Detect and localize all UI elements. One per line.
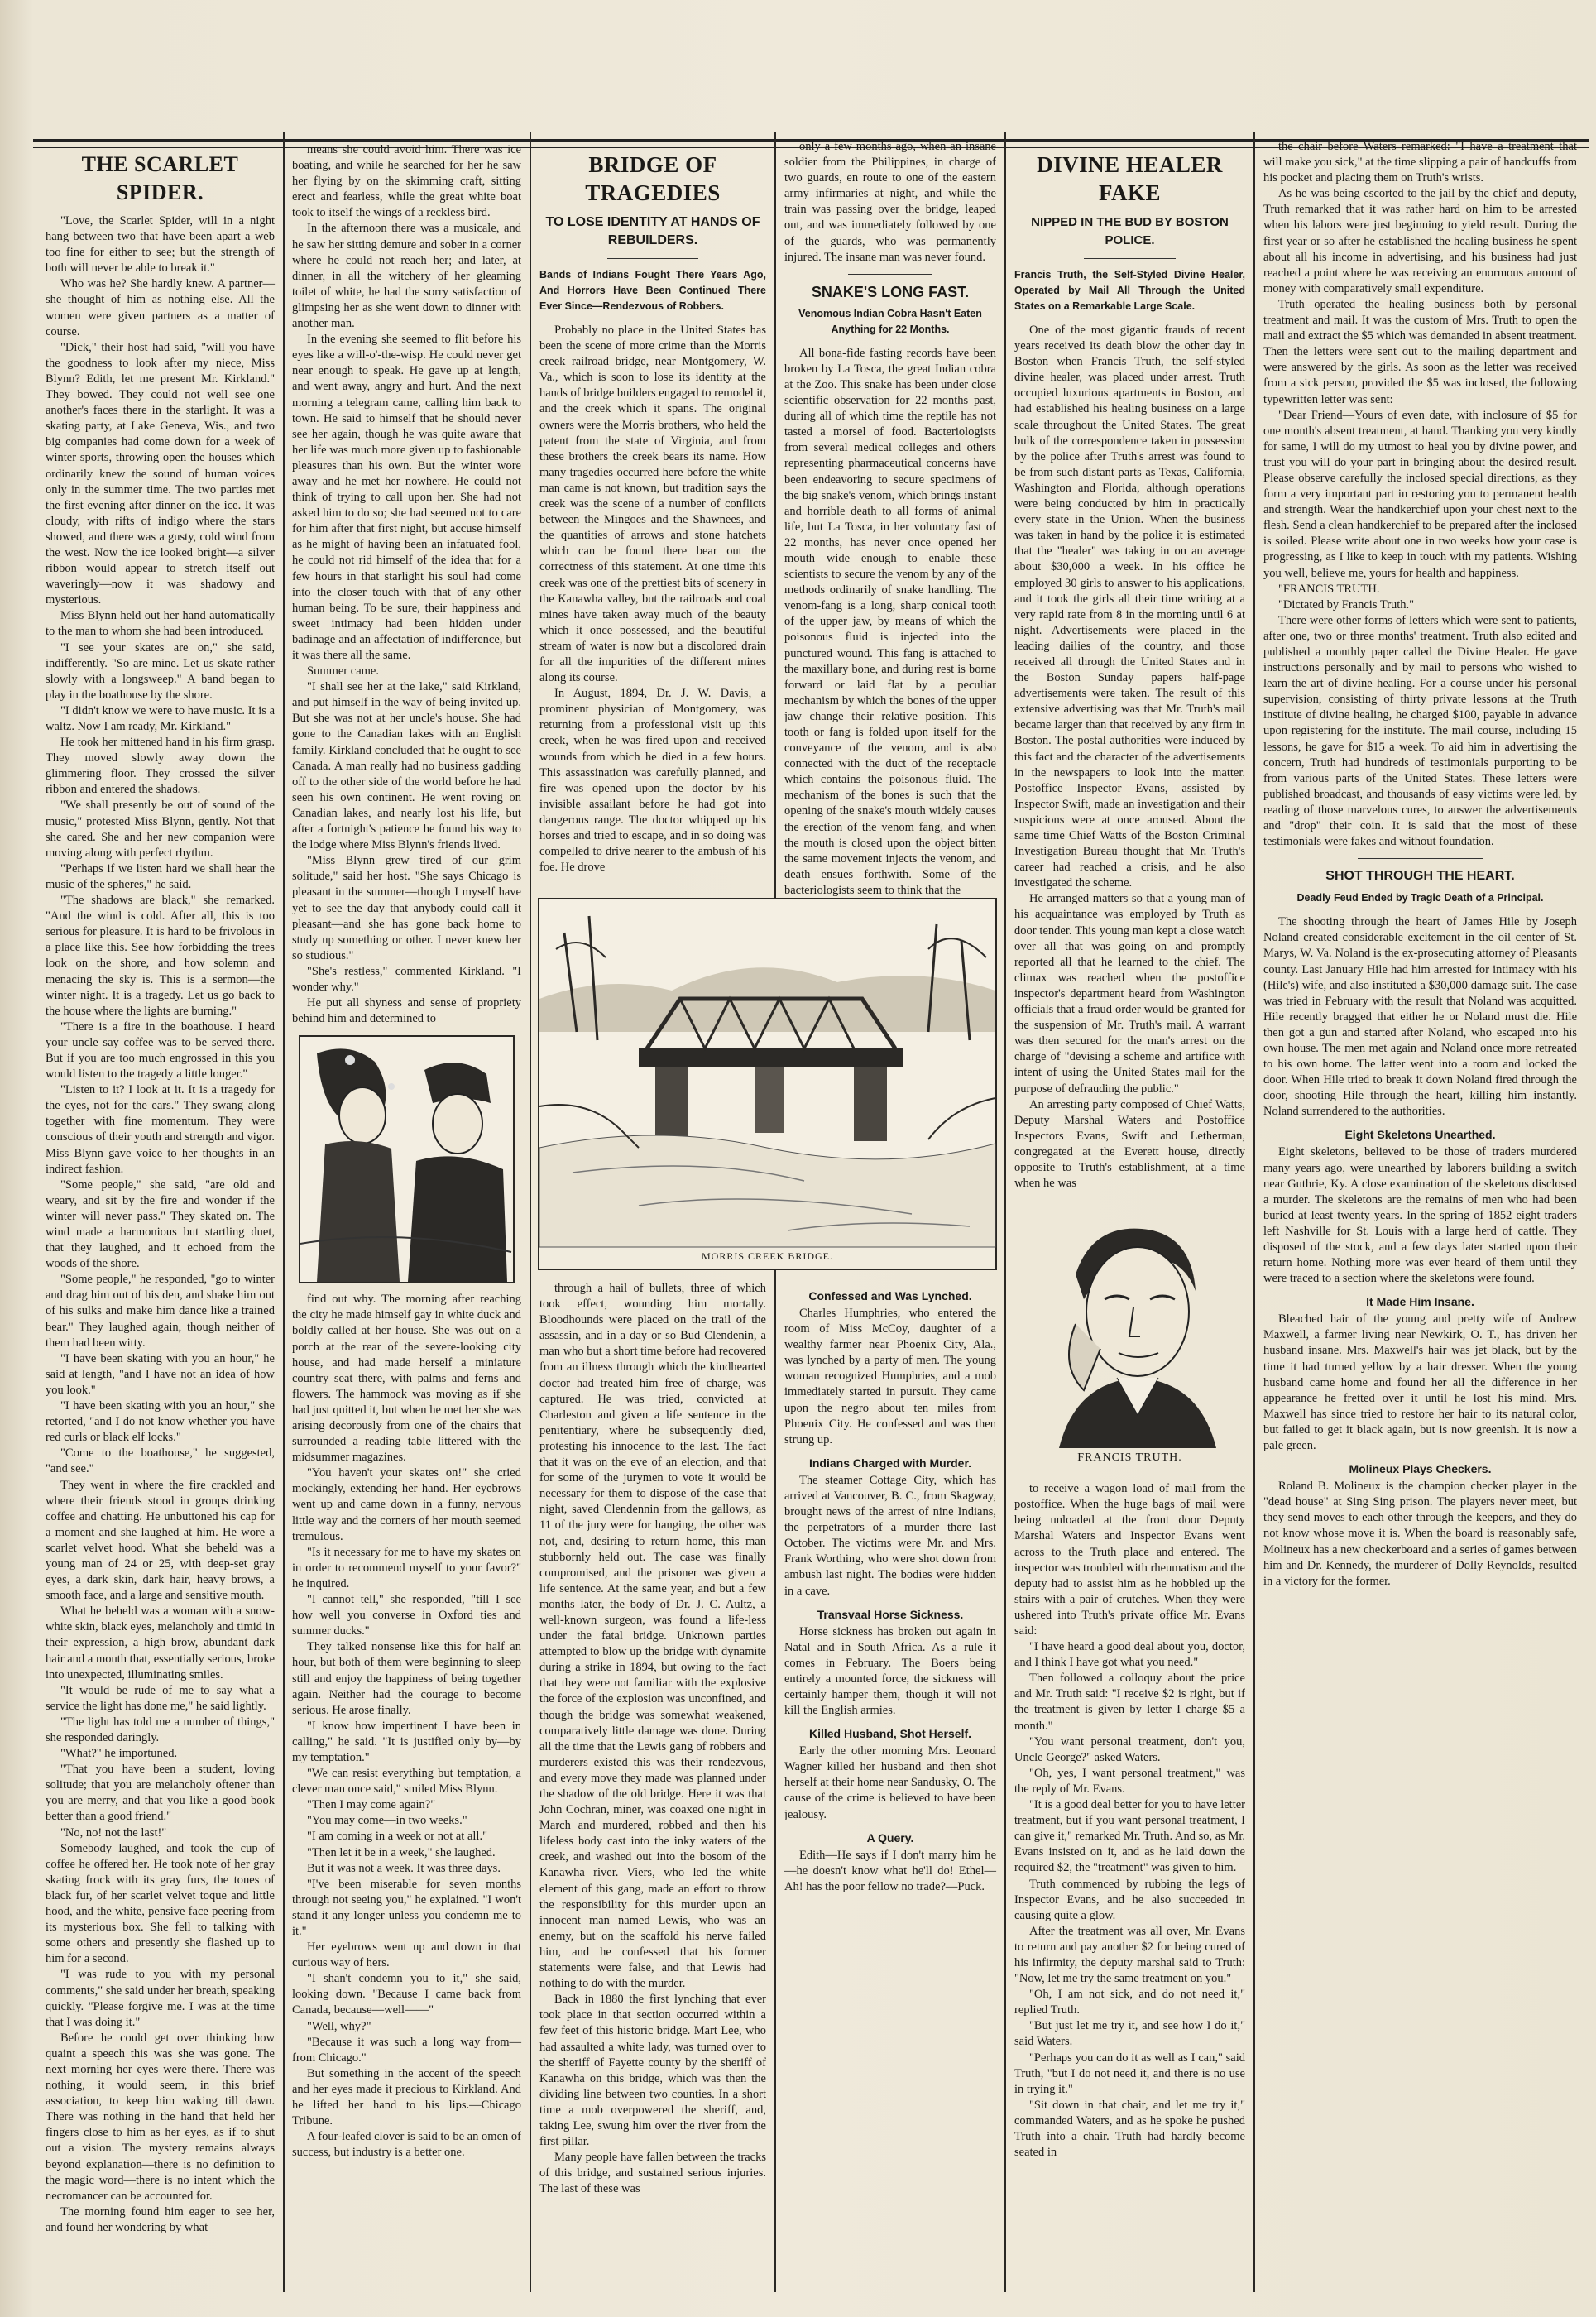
article-paragraph: means she could avoid him. There was ice boating, and while he searched for her he saw her flying by on the skimming craft, sitting erect and fearless, while the great white boat took to itself the wings of a reckless bird.	[292, 143, 521, 220]
shot-deck: Deadly Feud Ended by Tragic Death of a Principal.	[1296, 892, 1544, 904]
insane-text: Bleached hair of the young and pretty wife of Andrew Maxwell, a farmer living near Newkirk, O. T., has driven her husband insane. Mrs. Maxwell's hair was jet black, but by the time it had turned yellow by a hair dresser. When the young husband came home and found her all the difference in her appearance he fretted over it until he lost his mind. Mrs. Maxwell has since tried to restore her hair to its natural color, but failed to get it black again, but is now greenish. It is now a pale green.	[1263, 1312, 1577, 1453]
article-paragraph: "Then I may come again?"	[307, 1798, 436, 1812]
article-paragraph: "I see your skates are on," she said, indifferently. "So are mine. Let us skate rather slowly with a longsweep." A band began to play in the boathouse by the shore.	[46, 640, 275, 702]
morris-creek-bridge-illustration	[538, 898, 997, 1270]
article-paragraph: All bona-fide fasting records have been broken by La Tosca, the great Indian cobra at the Zoo. This snake has been under close scientific observation for 22 months past, during all of which time the reptile has not tasted a morsel of food. Bacteriologists from several medical colleges and others representing pharmaceutical concerns have been endeavoring to secure specimens of the big snake's venom, which brings instant and horrible death to all forms of animal life, but La Tosca, in her voluntary fast of 22 months, has never once opened her mouth wide enough to enable these scientists to secure the venom by any of the methods ordinarily of snake handling. The venom-fang is a long, sharp conical tooth of the upper jaw, by means of which the poisonous fluid is injected into the punctured wound. This fang is attached to the maxillary bone, and during rest is borne forward or laid flat by a peculiar mechanism by which the bones of the upper jaw change their relative position. This tooth or fang is folded upon itself for the conveyance of the venom, and is also connected with the duct of the receptacle which contains the poisonous fluid. The mechanism of the bones is such that the opening of the snake's mouth widely causes the erection of the venom fang, and when the mouth is closed upon the object bitten the same movement injects the venom, and death ensues forthwith. Some of the bacteriologists seem to think that the	[784, 346, 996, 897]
separator	[1358, 858, 1483, 859]
article-paragraph: "The shadows are black," she remarked. "And the wind is cold. After all, this is too serious for pleasure. It is hard to be frivolous in a place like this. See how forbidding the trees look on the shore, and how solemn and menacing the sky is. This is a sermon—the winter night. It is a tragedy. Let us go back to the house where the lights are burning."	[46, 894, 275, 1018]
article-paragraph: "What?" he importuned.	[60, 1747, 178, 1761]
article-paragraph: Many people have fallen between the tracks of this bridge, and sustained serious injuries. The last of these was	[539, 2151, 766, 2196]
article-paragraph: "There is a fire in the boathouse. I heard your uncle say coffee was to be served there. But if you are too much engrossed in this you would listen to the tragedy a little longer."	[46, 1019, 275, 1082]
article-paragraph: A four-leafed clover is said to be an omen of success, but industry is a better one.	[292, 2130, 521, 2160]
article-paragraph: "You haven't your skates on!" she cried mockingly, extending her hand. Her eyebrows went up and came down in a funny, nervous little way and the corners of her mouth seemed tremulous.	[292, 1466, 521, 1543]
article-paragraph: There were other forms of letters which were sent to patients, after one, two or three months' treatment. Truth also edited and published a monthly paper called the Divine Healer. He gave instructions personally and by mail to persons who wished to learn the art of divine healing. For a course under his personal supervision, consisting of thirty private lessons at the Truth institute of divine healing, he charged $100, payable in advance upon registering for the institute. The mail course, including 15 lessons, he gave for $15 a week. To aid him in advertising the concern, Truth had hundreds of testimonials purporting to be from various parts of the United States. These letters were published broadcast, and thousands of easy victims were led, by reading of those marvelous cures, to answer the advertisements and "drop" their coin. It is said that the most of these testimonials were fakes and without foundation.	[1263, 613, 1577, 849]
article-paragraph: "Perhaps you can do it as well as I can," said Truth, "but I do not need it, and there is no use in trying it."	[1014, 2051, 1245, 2096]
snake-deck: Venomous Indian Cobra Hasn't Eaten Anything for 22 Months.	[798, 307, 982, 335]
article-paragraph: "I have been skating with you an hour," she retorted, "and I do not know whether you have red curls or black elf locks."	[46, 1399, 275, 1445]
article-paragraph: through a hail of bullets, three of which took effect, wounding him mortally. Bloodhounds were placed on the trail of the assassin, and in a day or so Bud Clendenin, a man who but a short time before had recovered from an illness through which the kindhearted doctor had treated him free of charge, was captured. He was tried, convicted at Charleston and given a life sentence in the penitentiary, where he subsequently died, protesting his innocence to the last. The fact that it was on the eve of an election, and that for some of the jurymen to vote it would be necessary for them to dispose of the case that night, saved Clendennin from the gallows, as 11 of the jury were for hanging, the other was not, and, desiring to return home, this man stubbornly held out. The case was finally compromised, and the prisoner was given a life sentence. At the same year, and but a few months later, the body of Dr. J. C. Aultz, a well-known surgeon, was found a life-less under the fatal bridge. Unknown parties attempted to blow up the bridge with dynamite during a strike in 1894, but owing to the fact that they were not familiar with the explosive the force of the explosion was unconfined, and though the bridge was somewhat weakened, comparatively little damage was done. During all the time that the Lewis gang of robbers and murderers existed this was their rendezvous, and every move they made was planned under the shadow of the old bridge. Here it was that John Cochran, miner, was coaxed one night in March and murdered, robbed and then his lifeless body cast into the inky waters of the creek, and washed out into the bosom of the Kanawha river. Viers, who led the white element of this gang, made an effort to throw the responsibility for this murder upon an innocent man named Lewis, who was an enemy, but on the scaffold his nerve failed him, and he confessed that his former statements were false, and that Lewis had nothing to do with the murder.	[539, 1282, 766, 1991]
column-snake-cont	[776, 1281, 1004, 2291]
indians-headline: Indians Charged with Murder.	[808, 1456, 972, 1470]
article-paragraph: "You want personal treatment, don't you, Uncle George?" asked Waters.	[1014, 1734, 1245, 1764]
article-paragraph: "Miss Blynn grew tired of our grim solitude," said her host. "She says Chicago is pleasant in the summer—though I myself have yet to see the day that anybody could call it pleasant—and she has gone back home to study up something or other. I never knew her so studious."	[292, 854, 521, 962]
article-paragraph: One of the most gigantic frauds of recent years received its death blow the other day in Boston when Francis Truth, the self-styled divine healer, was placed under arrest. Truth occupied luxurious apartments in Boston, and had established his healing business on a large scale throughout the United States. The great bulk of the correspondence taken in possession by the police after Truth's arrest was found to be from such distant parts as Texas, California, Washington and Florida, although operations were being conducted by him in practically every state in the Union. When the business was taken in hand by the police it is estimated that the "healer" was taking in on an average about $30,000 a week. In his office he employed 30 girls to answer to his applications, and it took the girls all their time writing at a very rapid rate from 8 in the morning until 6 at night. Advertisements were placed in the leading dailies of the country, and those received all through the United States and in the Boston Sunday papers half-page advertisements were taken. The result of this extensive advertising was that Mr. Truth's mail became larger than that received by any firm in Boston. The postal authorities were induced by this fact and the character of the advertisements in the newspapers to look into the matter. Postoffice Inspector Evans, assisted by Inspector Swift, made an investigation and their suspicions were at once aroused. About the same time Chief Watts of the Boston Criminal Investigation Bureau thought that Mr. Truth's career had reached a crisis, and he also investigated the scheme.	[1014, 324, 1245, 890]
separator	[607, 258, 698, 259]
article-paragraph: "I know how impertinent I have been in calling," he said. "It is justified only by—by my temptation."	[292, 1719, 521, 1764]
article-paragraph: "FRANCIS TRUTH.	[1278, 582, 1380, 596]
article-paragraph: "I am coming in a week or not at all."	[307, 1830, 487, 1844]
column-scarlet-spider-cont	[284, 142, 530, 2294]
article-paragraph: In August, 1894, Dr. J. W. Davis, a prominent physician of Montgomery, was returning from a professional visit up this creek, when he was fired upon and received wounds from which he died in a few hours. This assassination was carefully planned, and fire was opened upon the doctor by his invisible assailant before he had got into dangerous range. The doctor whipped up his horses and tried to escape, and in so doing was compelled to drive nearer to the ambush of his foe. He drove	[539, 687, 766, 875]
article-paragraph: Miss Blynn held out her hand automatically to the man to whom she had been introduced.	[46, 609, 275, 639]
article-paragraph: He put all shyness and sense of propriety behind him and determined to	[292, 996, 521, 1026]
healer-subhead: NIPPED IN THE BUD BY BOSTON POLICE.	[1031, 215, 1229, 247]
article-paragraph: "We can resist everything but temptation, a clever man once said," smiled Miss Blynn.	[292, 1767, 521, 1797]
article-paragraph: Summer came.	[307, 664, 379, 679]
bridge-deck: Bands of Indians Fought There Years Ago, And Horrors Have Been Continued There Ever Since—Rendezvous of Robbers.	[539, 269, 766, 312]
skeletons-text: Eight skeletons, believed to be those of traders murdered many years ago, were unearthed by laborers building a switch near Guthrie, Ky. A close examination of the skeletons disclosed a murder. The skeletons are the remains of men who had been buried at least twenty years. In the spring of 1852 eight traders left Nashville for St. Louis with a large herd of cattle. They disposed of the stock, and a few days later started upon their return home. Nothing more was ever heard of them until they were traced to a section where the skeletons were found.	[1263, 1145, 1577, 1286]
bridge-body	[539, 323, 766, 875]
killed-husband-text: Early the other morning Mrs. Leonard Wagner killed her husband and then shot herself at their home near Sandusky, O. The cause of the crime is believed to have been jealousy.	[784, 1744, 996, 1821]
article-paragraph: Before he could get over thinking how quaint a speech this was she was gone. The next morning her eyes were there. There was nothing, it would seem, in this brief association, to keep him waking till dawn. There was nothing in the hand that held her fingers close to him as her eyes, as if to shut out a vision. The mystery remains always beyond explanation—there is no definition to the magic word—there is no intent which the necromancer can be accounted for.	[46, 2031, 275, 2203]
article-paragraph: The morning found him eager to see her, and found her wondering by what	[46, 2204, 275, 2234]
article-paragraph: "Perhaps if we listen hard we shall hear the music of the spheres," he said.	[46, 861, 275, 891]
scarlet-spider-body-cont	[292, 142, 521, 1027]
article-paragraph: "Come to the boathouse," he suggested, "and see."	[46, 1446, 275, 1476]
healer-body	[1014, 323, 1245, 1192]
article-paragraph: In the afternoon there was a musicale, and he saw her sitting demure and sober in a corner where he could not reach her; and later, at dinner, in all the witchery of her gleaming toilet of white, he had the sorry satisfaction of glimpsing her as she went down to dinner with another man.	[292, 222, 521, 331]
article-paragraph: As he was being escorted to the jail by the chief and deputy, Truth remarked that it was rather hard on him to be arrested when his labors were just beginning to yield result. During the first year or so after he established the healing business he spent about all his income in advertising, and his business had just reached a point where he was receiving an enormous amount of money with comparatively small expenditure.	[1263, 187, 1577, 295]
shot-headline: SHOT THROUGH THE HEART.	[1325, 869, 1515, 884]
article-paragraph: "Because it was such a long way from—from Chicago."	[292, 2035, 521, 2065]
article-paragraph: Who was he? She hardly knew. A partner—she thought of him as nothing else. All the women were given partners as a matter of course.	[46, 277, 275, 338]
column-bridge-tragedies	[531, 139, 774, 1016]
article-paragraph: He arranged matters so that a young man of his acquaintance was employed by Truth as door tender. This young man kept a close watch over all that was going on and promptly reported all that he learned to the chief. The climax was reached when the postoffice inspector's department heard from Washington officials that a fraud order would be granted for the suspension of Mr. Truth's mail. A warrant was then secured for the man's arrest on the charge of "devising a scheme and artifice with intent of using the United States mail for the purpose of defrauding the public."	[1014, 892, 1245, 1096]
article-paragraph: "But just let me try it, and see how I do it," said Waters.	[1014, 2019, 1245, 2049]
healer-headline: DIVINE HEALER FAKE	[1037, 152, 1223, 205]
article-paragraph: In the evening she seemed to flit before his eyes like a will-o'-the-wisp. He could never get near enough to speak. He gave up at length, and went away, angry and hurt. And the next morning a telegram came, calling him back to town. He said to himself that he should never see her again, though he was quite aware that her life was much more given up to fashionable pleasures than his own. But the winter wore away and he met her nowhere. He could not think of trying to call upon her. She had not asked him to do so; she had seemed not to care for him after that first night, but accuse himself as he might of having been an infatuated fool, he could not rid himself of the idea that for a few hours in that starlight his soul had come into the closer touch with that of any other human being. To be sure, their happiness and sweet intimacy had been hidden under badinage and an affectation of indifference, but it was there all the same.	[292, 333, 521, 662]
skaters-illustration	[299, 1035, 515, 1283]
horse-sickness-text: Horse sickness has broken out again in Natal and in South Africa. As a rule it comes in February. The Boers being entirely a mounted force, the sickness will certainly hamper them, though it will not kill the English armies.	[784, 1624, 996, 1718]
article-paragraph: "I cannot tell," she responded, "till I see how well you converse in Oxford ties and summer ducks."	[292, 1593, 521, 1638]
article-paragraph: "It would be rude of me to say what a service the light has done me," he said lightly.	[46, 1683, 275, 1713]
article-paragraph: What he beheld was a woman with a snow-white skin, black eyes, melancholy and timid in their expression, a high brow, abundant dark hair and a mouth that, essentially serious, broke into unexpected, illuminating smiles.	[46, 1605, 275, 1681]
article-paragraph: "No, no! not the last!"	[60, 1825, 167, 1840]
horse-sickness-headline: Transvaal Horse Sickness.	[817, 1607, 964, 1621]
scarlet-spider-body	[46, 213, 275, 2236]
bridge-headline: BRIDGE OF TRAGEDIES	[585, 152, 721, 205]
article-paragraph: only a few months ago, when an insane soldier from the Philippines, in charge of two guards, en route to one of the eastern army infirmaries at night, and while the train was passing over the bridge, leaped out, and was immediately followed by one of the guards, who was permanently injured. The insane man was never found.	[784, 140, 996, 264]
article-paragraph: "Dear Friend—Yours of even date, with inclosure of $5 for one month's absent treatment, at hand. Thanking you very kindly for same, I will do my utmost to heal you by divine power, and trust you will do your part in bringing about the desired result. Please observe carefully the inclosed special directions, as they form a very important part in restoring you to permanent health and strength. Wear the handkerchief upon your chest next to the flesh. Send a clean handkerchief to be prepared after the inclosed is soiled. Please write about one in two weeks how your case is progressing, as I like to keep in touch with my patients. Wishing you well, believe me, yours for health and happiness.	[1263, 408, 1577, 580]
scarlet-spider-body-end	[292, 1292, 521, 2161]
article-paragraph: Probably no place in the United States has been the scene of more crime than the Morris creek railroad bridge, near Montgomery, W. Va., which is soon to lose its identity at the hands of bridge builders engaged to remodel it, and the creek which it spans. The original owners were the Morris brothers, who held the patent from the state of Virginia, and from these brothers the creek bears its name. How many tragedies occurred here before the white man came is not known, but tradition says the creek was the scene of a number of conflicts between the Mingoes and the Shawnees, and the quantities of arrows and stone hatchets which can be found there bear out the correctness of this statement. At one time this creek was one of the prettiest bits of scenery in the Kanawha valley, but the railroads and coal mines have taken away much of the beauty which it once possessed, and the beautiful stream of water is now but a discolored drain for all the impurities of the different mines along its course.	[539, 324, 766, 685]
article-paragraph: But something in the accent of the speech and her eyes made it precious to Kirkland. And he lifted her hand to his lips.—Chicago Tribune.	[292, 2066, 521, 2128]
column-divine-healer	[1006, 139, 1253, 2291]
article-paragraph: An arresting party composed of Chief Watts, Deputy Marshal Waters and Postoffice Inspectors Evans, Swift and Letherman, congregated at the Everett house, directly opposite to Truth's establishment, at a time when he was	[1014, 1097, 1245, 1191]
article-paragraph: "That you have been a student, loving solitude; that you are melancholy oftener than you are merry, and that you like a good book better than a good friend."	[46, 1763, 275, 1824]
checkers-text: Roland B. Molineux is the champion checker player in the "dead house" at Sing Sing prison. The players never meet, but they send moves to each other through the keepers, and they do not know whose move it is. When the board is reasonably safe, Molineux has a new checkerboard and a series of games between him and Dr. Kennedy, the murderer of Dolly Reynolds, resulted in a victory for the former.	[1263, 1480, 1577, 1588]
article-paragraph: Truth commenced by rubbing the legs of Inspector Evans, and he also succeeded in causing quite a glow.	[1014, 1877, 1245, 1922]
scarlet-spider-headline: THE SCARLET SPIDER.	[81, 152, 239, 204]
healer-body-end	[1263, 139, 1577, 850]
insane-headline: It Made Him Insane.	[1366, 1295, 1474, 1309]
checkers-headline: Molineux Plays Checkers.	[1349, 1462, 1492, 1476]
lynched-text: Charles Humphries, who entered the room of Miss McCoy, daughter of a wealthy farmer near Phoenix City, Ala., was lynched by a party of men. The young woman recognized Humphries, and a mob immediately started in pursuit. They came upon the negro about ten miles from Phoenix City. He confessed and was then strung up.	[784, 1307, 996, 1446]
article-paragraph: to receive a wagon load of mail from the postoffice. When the huge bags of mail were being unloaded at the front door Deputy Marshal Waters and Inspector Evans went across to the Truth place and entered. The inspector was troubled with rheumatism and the deputy had to assist him as he hobbled up the stairs with a pair of crutches. When they were ushered into Truth's private office Mr. Evans said:	[1014, 1482, 1245, 1638]
bridge-body-cont	[539, 1281, 766, 2197]
article-paragraph: "I was rude to you with my personal comments," she said under her breath, speaking quickly. "Please forgive me. I was at the time that I was doing it."	[46, 1968, 275, 2029]
insane-soldier-text	[784, 139, 996, 266]
lynched-headline: Confessed and Was Lynched.	[808, 1289, 972, 1302]
column-news-briefs	[1255, 139, 1589, 2291]
article-paragraph: But it was not a week. It was three days.	[307, 1861, 501, 1875]
indians-text: The steamer Cottage City, which has arrived at Vancouver, B. C., from Skagway, brought news of the arrest of nine Indians, the perpetrators of a murder there last October. The victims were Mr. and Mrs. Frank Worthing, who were shot down from ambush last night. The bodies were hidden in a cave.	[784, 1473, 996, 1598]
article-paragraph: "I have been skating with you an hour," he said at length, "and I have not an idea of how you look."	[46, 1351, 275, 1397]
article-paragraph: Her eyebrows went up and down in that curious way of hers.	[292, 1940, 521, 1970]
article-paragraph: Back in 1880 the first lynching that ever took place in that section occurred within a few feet of this historic bridge. Mart Lee, who had assaulted a white lady, was turned over to the sheriff of Fayette county by the sheriff of Kanawha on this bridge, which was then the dividing line between two counties. In a short time a mob overpowered the sheriff, and, taking Lee, swung him over the river from the first pillar.	[539, 1993, 766, 2149]
article-paragraph: "I shan't condemn you to it," she said, looking down. "Because I came back from Canada, because—well——"	[292, 1972, 521, 2017]
article-paragraph: "Some people," she said, "are old and weary, and sit by the fire and wonder if the winter will never pass." They skated on. The wind made a harmonious but startling duet, that they laughed, and it echoed from the woods of the shore.	[46, 1178, 275, 1271]
article-paragraph: "Oh, yes, I want personal treatment," was the reply of Mr. Evans.	[1014, 1766, 1245, 1796]
article-paragraph: "Dick," their host had said, "will you have the goodness to look after my niece, Miss Blynn? Edith, let me present Mr. Kirkland." They bowed. They could not well see one another's faces there in the starlight. It was a skating party, at Lake Geneva, Wis., and two big companies had come down for a week of winter sports, throwing open the houses which ordinarily knew the sound of human voices only in the summer time. The two parties met the first evening after dinner on the ice. It was cloudy, with rifts of indigo where the stars showed, and there was a gusty, cold wind from the west. Now the ice looked bright—a silver ribbon would appear to stretch itself out waveringly—now it was shadowy and mysterious.	[46, 340, 275, 607]
article-paragraph: "Oh, I am not sick, and do not need it," replied Truth.	[1014, 1988, 1245, 2017]
article-paragraph: He took her mittened hand in his firm grasp. They moved slowly away down the glimmering floor. They crossed the silver ribbon and entered the shadows.	[46, 736, 275, 797]
article-paragraph: "Love, the Scarlet Spider, will in a night hang between two that have been apart a web too fine for either to see; but the strength of both will never be able to break it."	[46, 214, 275, 276]
article-paragraph: the chair before Waters remarked: "I have a treatment that will make you sick," at the time slipping a pair of handcuffs from his pocket and placing them on Truth's wrists.	[1263, 140, 1577, 185]
query-text: Edith—He says if I don't marry him he—he doesn't know what he'll do! Ethel—Ah! has the poor fellow no trade?—Puck.	[784, 1848, 996, 1893]
snake-headline: SNAKE'S LONG FAST.	[811, 283, 970, 300]
article-paragraph: Truth operated the healing business both by personal treatment and mail. It was the custom of Mrs. Truth to open the mail and extract the $5 which was demanded in absent treatment. Then the letters were sent out to the mailing department and were answered by the girls. As soon as the letter was received from a sick person, provided the $5 was inclosed, the following typewritten letter was sent:	[1263, 297, 1577, 406]
separator	[1084, 258, 1177, 259]
column-scarlet-spider	[37, 139, 283, 2291]
article-paragraph: "Then let it be in a week," she laughed.	[307, 1845, 496, 1859]
francis-truth-portrait	[1026, 1200, 1234, 1473]
article-paragraph: "It is a good deal better for you to have letter treatment, but if you want personal treatment, I can give it," remarked Mr. Truth. And so, as Mr. Evans insisted on it, and as he laid down the required $2, the "treatment" was given to him.	[1014, 1798, 1245, 1875]
skeletons-headline: Eight Skeletons Unearthed.	[1344, 1128, 1496, 1142]
article-paragraph: "Some people," he responded, "go to winter and drag him out of his den, and shake him out of his sulks and make him dance like a trained bear." They laughed again, though neither of them had been witty.	[46, 1273, 275, 1350]
article-paragraph: "Is it necessary for me to have my skates on in order to recommend myself to your favor?" he inquired.	[292, 1545, 521, 1590]
shot-text: The shooting through the heart of James Hile by Joseph Noland created considerable excitement in the oil center of St. Marys, W. Va. Noland is the ex-prosecuting attorney of Pleasants county. Last January Hile had him arrested for intimacy with his (Hile's) wife, and also instituted a $30,000 damage suit. The case was tried in February with the result that Noland was acquitted. Hile recently bragged that either he or Noland must die. Hile then got a gun and started after Noland, who escaped into his own house. The men met again and Noland once more retreated to his own home. The latter went into a room and locked the door. When Hile tried to break it down Noland fired through the door, shooting Hile through the heart, killing him instantly. Noland surrendered to the authorities.	[1263, 915, 1577, 1119]
article-paragraph: "Well, why?"	[307, 2019, 371, 2033]
healer-deck: Francis Truth, the Self-Styled Divine Healer, Operated by Mail All Through the United States on a Remarkable Large Scale.	[1014, 269, 1245, 312]
article-paragraph: "She's restless," commented Kirkland. "I wonder why."	[292, 964, 521, 994]
query-headline: A Query.	[866, 1830, 914, 1844]
article-paragraph: "Sit down in that chair, and let me try it," commanded Waters, and as he spoke he pushed Truth into a chair. Truth had hardly become seated in	[1014, 2098, 1245, 2160]
article-paragraph: "Dictated by Francis Truth."	[1278, 597, 1415, 612]
article-paragraph: "Listen to it? I look at it. It is a tragedy for the eyes, not for the ears." They swang along together with fine momentum. They were conscious of their youth and strength and vigor. Miss Blynn gave voice to her thoughts in an indirect fashion.	[46, 1083, 275, 1176]
article-paragraph: After the treatment was all over, Mr. Evans to return and pay another $2 for being cured of his infirmity, the deputy marshal said to Truth: "Now, let me try the same treatment on you."	[1014, 1924, 1245, 1986]
article-paragraph: "I didn't know we were to have music. It is a waltz. Now I am ready, Mr. Kirkland."	[46, 703, 275, 733]
killed-husband-headline: Killed Husband, Shot Herself.	[808, 1727, 972, 1741]
article-paragraph: Then followed a colloquy about the price and Mr. Truth said: "I receive $2 is right, but if the treatment is given by letter I charge $5 a month."	[1014, 1672, 1245, 1733]
article-paragraph: They went in where the fire crackled and where their friends stood in groups drinking coffee and chatting. He unbuttoned his cap for a moment and she laughed at him. He wore a scarlet velvet hood. What she beheld was a young man of 24 or 25, with deep-set gray eyes, a dark skin, dark hair, heavy brows, a smooth face, and a large and sensitive mouth.	[46, 1478, 275, 1603]
article-paragraph: find out why. The morning after reaching the city he made himself gay in white duck and boldly called at her house. She was out on a porch at the rear of the severe-looking city house, and had made herself a miniature country seat there, with palms and ferns and flowers. The hammock was moving as if she had just quitted it, but when he met her she was arising decorously from one of the chairs that surrounded a reading table littered with the midsummer magazines.	[292, 1293, 521, 1465]
column-bridge-cont	[531, 1281, 774, 2291]
bridge-subhead: TO LOSE IDENTITY AT HANDS OF REBUILDERS.	[545, 215, 760, 247]
article-paragraph: "I shall see her at the lake," said Kirkland, and put himself in the way of being invited up. But she was not at her uncle's house. She had gone to the Canadian lakes with an English family. Kirkland concluded that he ought to see Canada. A man really had no business gadding off to the other side of the world before he had seen his own continent. He went roving on Canadian lakes, and nearly lost his life, but after a fortnight's patience he found his way to the lodge where Miss Blynn's friends lived.	[292, 680, 521, 852]
bridge-caption: MORRIS CREEK BRIDGE.	[701, 1250, 833, 1262]
healer-body-cont	[1014, 1481, 1245, 2161]
portrait-caption: FRANCIS TRUTH.	[1077, 1451, 1182, 1465]
separator	[848, 274, 932, 275]
article-paragraph: "I have heard a good deal about you, doctor, and I think I have got what you need."	[1014, 1640, 1245, 1670]
article-paragraph: They talked nonsense like this for half an hour, but both of them were beginning to sleep still and enjoy the happiness of being together again. Neither had the courage to become serious. He arose finally.	[292, 1640, 521, 1717]
column-snake	[776, 139, 1004, 1016]
article-paragraph: Somebody laughed, and took the cup of coffee he offered her. He took note of her gray skating frock with its gray furs, the tones of black fur, of her scarlet velvet toque and little hood, and the white, pensive face peering from its mysterious box. She fell to talking with some others and presently she flashed up to him for a second.	[46, 1841, 275, 1966]
article-paragraph: "The light has told me a number of things," she responded daringly.	[46, 1715, 275, 1744]
article-paragraph: "We shall presently be out of sound of the music," protested Miss Blynn, gently. Not that she cared. She and her new companion were moving along with perfect rhythm.	[46, 799, 275, 860]
article-paragraph: "I've been miserable for seven months through not seeing you," he explained. "I won't stand it any longer unless you condemn me to it."	[292, 1877, 521, 1938]
article-paragraph: "You may come—in two weeks."	[307, 1814, 467, 1828]
